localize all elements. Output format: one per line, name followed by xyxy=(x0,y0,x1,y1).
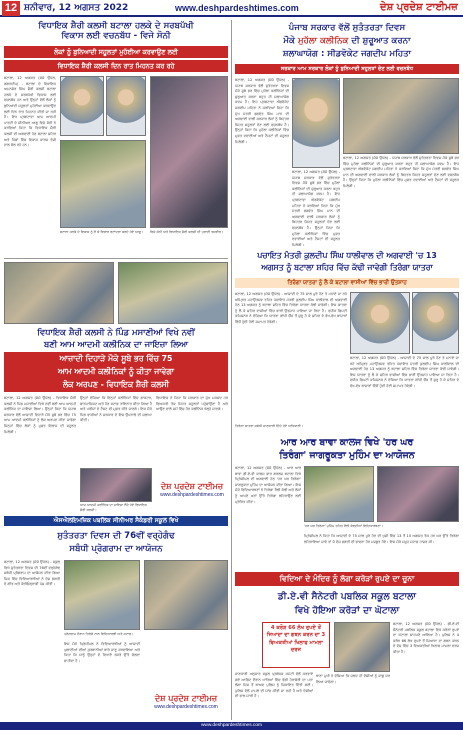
story2-body-cont-2: ਬਟਾਲਾ, 12 ਅਗਸਤ (ਸੰਜੇ ਉਪੱਲ) - ਪੰਜਾਬ ਸਰਕਾਰ ਵੱਲੋਂ ਸੁਤੰਤਰਤਾ ਦਿਵਸ ਮੌਕੇ ਸੂਬੇ ਭਰ ਵਿੱਚ ਮੁਹੱਲਾ ਕਲੀਨਿਕਾਂ ਦੀ ਸ਼ੁਰੂਆਤ ਕਰਨਾ ਬਹੁਤ ਹੀ ਸ਼ਲਾਘਾਯੋਗ ਕਦਮ ਹੈ। ਇਹ ਪ੍ਰਗਟਾਵਾ ਐਡਵੋਕੇਟ ਜਗਦੀਪ ਮਹਿਤਾ ਨੇ ਕਰਦਿਆਂ ਕਿਹਾ ਕਿ ਮੁੱਖ ਮੰਤਰੀ ਭਗਵੰਤ ਸਿੰਘ ਮਾਨ ਦੀ ਅਗਵਾਈ ਵਾਲੀ ਸਰਕਾਰ ਲੋਕਾਂ ਨੂੰ ਬਿਹਤਰ ਸਿਹਤ ਸਹੂਲਤਾਂ ਦੇਣ ਲਈ ਵਚਨਬੱਧ ਹੈ। ਉਨ੍ਹਾਂ ਕਿਹਾ ਕਿ ਮੁਹੱਲਾ ਕਲੀਨਿਕਾਂ ਵਿੱਚ ਮੁਫ਼ਤ ਦਵਾਈਆਂ ਅਤੇ ਟੈਸਟਾਂ ਦੀ ਸਹੂਲਤ ਮਿਲੇਗੀ। xyxy=(343,156,459,188)
logo-url[interactable]: www.deshpardeshtimes.com xyxy=(160,492,224,498)
story6-headline: ਆਜ਼ਾਦੀ ਦਿਹਾੜੇ ਮੌਕੇ ਸੂਬੇ ਭਰ ਵਿੱਚ 75 ਆਮ ਆਦਮੀ ਕਲੀਨਿਕਾਂ ਨੂੰ ਕੀਤਾ ਜਾਵੇਗਾ ਲੋਕ ਅਰਪਣ - ਵਿਧਾਇਕ ਸ਼ੈਰੀ ਕਲਸੀ xyxy=(4,352,228,392)
website-link[interactable]: www.deshpardeshtimes.com xyxy=(175,3,299,13)
story7-photo-1 xyxy=(304,466,374,522)
story8-caption: ਪ੍ਰੋਗਰਾਮ ਦੌਰਾਨ ਤਿਰੰਗੇ ਨਾਲ ਵਿਦਿਆਰਥੀ ਅਤੇ ਸਟਾਫ਼। xyxy=(64,632,134,636)
story4-body-cont: ਬਟਾਲਾ, 12 ਅਗਸਤ (ਸੰਜੇ ਉਪੱਲ) - ਆਜ਼ਾਦੀ ਦੇ 75 ਸਾਲ ਪੂਰੇ ਹੋਣ ਤੇ ਮਨਾਏ ਜਾ ਰਹੇ ਅੰਮ੍ਰਿਤ ਮਹਾਉਤਸਵ ਤਹਿਤ ਪੰਚਾਇਤ ਮੰਤਰੀ ਕੁਲਦੀਪ ਸਿੰਘ ਧਾਲੀਵਾਲ ਦੀ ਅਗਵਾਈ ਹੇਠ 13 ਅਗਸਤ ਨੂੰ ਬਟਾਲਾ ਸ਼ਹਿਰ ਵਿੱਚ ਤਿਰੰਗਾ ਯਾਤਰਾ ਕੱਢੀ ਜਾਵੇਗੀ। ਇਸ ਯਾਤਰਾ ਨੂੰ ਲੈ ਕੇ ਸ਼ਹਿਰ ਵਾਸੀਆਂ ਵਿੱਚ ਭਾਰੀ ਉਤਸ਼ਾਹ ਪਾਇਆ ਜਾ ਰਿਹਾ ਹੈ। ਵਧੀਕ ਡਿਪਟੀ ਕਮਿਸ਼ਨਰ ਨੇ ਦੱਸਿਆ ਕਿ ਯਾਤਰਾ ਗਾਂਧੀ ਚੌਂਕ ਤੋਂ ਸ਼ੁਰੂ ਹੋ ਕੇ ਸ਼ਹਿਰ ਦੇ ਵੱਖ-ਵੱਖ ਬਾਜ਼ਾਰਾਂ ਵਿੱਚੋਂ ਹੁੰਦੀ ਹੋਈ ਸਮਾਪਤ ਹੋਵੇਗੀ। xyxy=(350,356,459,388)
story1-caption-2: ਵਿਜੇ ਸੋਨੀ ਅਤੇ ਵਿਧਾਇਕ ਸ਼ੈਰੀ ਕਲਸੀ ਦੀ ਪੁਰਾਣੀ ਤਸਵੀਰ। xyxy=(150,230,224,234)
story6-photo xyxy=(80,468,152,502)
story7-photo-2 xyxy=(377,466,459,522)
story2-body-cont: ਬਟਾਲਾ, 12 ਅਗਸਤ (ਸੰਜੇ ਉਪੱਲ) - ਪੰਜਾਬ ਸਰਕਾਰ ਵੱਲੋਂ ਸੁਤੰਤਰਤਾ ਦਿਵਸ ਮੌਕੇ ਸੂਬੇ ਭਰ ਵਿੱਚ ਮੁਹੱਲਾ ਕਲੀਨਿਕਾਂ ਦੀ ਸ਼ੁਰੂਆਤ ਕਰਨਾ ਬਹੁਤ ਹੀ ਸ਼ਲਾਘਾਯੋਗ ਕਦਮ ਹੈ। ਇਹ ਪ੍ਰਗਟਾਵਾ ਐਡਵੋਕੇਟ ਜਗਦੀਪ ਮਹਿਤਾ ਨੇ ਕਰਦਿਆਂ ਕਿਹਾ ਕਿ ਮੁੱਖ ਮੰਤਰੀ ਭਗਵੰਤ ਸਿੰਘ ਮਾਨ ਦੀ ਅਗਵਾਈ ਵਾਲੀ ਸਰਕਾਰ ਲੋਕਾਂ ਨੂੰ ਬਿਹਤਰ ਸਿਹਤ ਸਹੂਲਤਾਂ ਦੇਣ ਲਈ ਵਚਨਬੱਧ ਹੈ। ਉਨ੍ਹਾਂ ਕਿਹਾ ਕਿ ਮੁਹੱਲਾ ਕਲੀਨਿਕਾਂ ਵਿੱਚ ਮੁਫ਼ਤ ਦਵਾਈਆਂ ਅਤੇ ਟੈਸਟਾਂ ਦੀ ਸਹੂਲਤ ਮਿਲੇਗੀ। xyxy=(292,170,340,246)
story1-photo-2 xyxy=(106,76,146,136)
newspaper-brand: ਦੇਸ਼ ਪ੍ਰਦੇਸ਼ ਟਾਈਮਜ਼ xyxy=(380,2,458,13)
story6-body-3: ਵਿਧਾਇਕ ਨੇ ਕਿਹਾ ਕਿ ਸਰਕਾਰ ਦਾ ਮੁੱਖ ਮਕਸਦ ਹਰ ਵਿਅਕਤੀ ਤੱਕ ਸਿਹਤ ਸਹੂਲਤਾਂ ਪਹੁੰਚਾਉਣਾ ਹੈ ਅਤੇ ਆਉਣ ਵਾਲੇ ਸਮੇਂ ਵਿੱਚ ਹੋਰ ਕਲੀਨਿਕ ਖੋਲ੍ਹੇ ਜਾਣਗੇ। xyxy=(156,396,228,412)
story2-photo xyxy=(292,78,340,168)
story1-subheadline-1: ਲੋਕਾਂ ਨੂੰ ਬੁਨਿਆਦੀ ਸਹੂਲਤਾਂ ਮੁਹੱਈਆ ਕਰਵਾਉਣ ਲਈ xyxy=(4,46,228,58)
story3-headline: ਪਚਾਇਤ ਮੰਤਰੀ ਕੁਲਦੀਪ ਸਿੰਘ ਧਾਲੀਵਾਲ ਦੀ ਅਗਵਾਈ 'ਚ 13 ਅਗਸਤ ਨੂੰ ਬਟਾਲਾ ਸ਼ਹਿਰ ਵਿੱਚ ਕੱਢੀ ਜਾਵੇਗੀ ਤਿਰੰਗਾ ਯਾਤਰਾ xyxy=(257,251,437,272)
story2-photo-2 xyxy=(343,78,459,154)
story4-headline: ਤਿਰੰਗਾ ਯਾਤਰਾ ਨੂੰ ਲੈ ਕੇ ਬਟਾਲਾ ਵਾਸੀਆਂ ਵਿੱਚ ਭਾਰੀ ਉਤਸ਼ਾਹ xyxy=(235,278,459,288)
story8-body-2: ਇਸ ਮੌਕੇ ਪ੍ਰਿੰਸੀਪਲ ਨੇ ਵਿਦਿਆਰਥੀਆਂ ਨੂੰ ਆਜ਼ਾਦੀ ਘੁਲਾਟੀਆਂ ਦੀਆਂ ਕੁਰਬਾਨੀਆਂ ਬਾਰੇ ਜਾਣੂ ਕਰਵਾਇਆ ਅਤੇ ਕਿਹਾ ਕਿ ਸਾਨੂੰ ਉਨ੍ਹਾਂ ਦੇ ਦਿਖਾਏ ਰਸਤੇ ਉੱਤੇ ਚੱਲਣਾ ਚਾਹੀਦਾ ਹੈ। xyxy=(64,642,140,663)
story4-photo-1 xyxy=(350,292,410,354)
story9-headline: ਡੀ.ਏ.ਵੀ ਸੈਨੇਟਰੀ ਪਬਲਿਕ ਸਕੂਲ ਬਟਾਲਾ ਵਿਖੇ ਹੋਇਆ ਕਰੋੜਾਂ ਦਾ ਘੋਟਾਲਾ xyxy=(277,591,417,616)
story8-body-1: ਬਟਾਲਾ, 12 ਅਗਸਤ (ਸੰਜੇ ਉਪੱਲ) - ਸਕੂਲ ਵਿਖੇ ਸੁਤੰਤਰਤਾ ਦਿਵਸ ਦੀ 76ਵੀਂ ਵਰ੍ਹੇਗੰਢ ਸਬੰਧੀ ਪ੍ਰੋਗਰਾਮ ਦਾ ਆਯੋਜਨ ਕੀਤਾ ਗਿਆ ਜਿਸ ਵਿੱਚ ਵਿਦਿਆਰਥੀਆਂ ਨੇ ਦੇਸ਼ ਭਗਤੀ ਦੇ ਗੀਤ ਅਤੇ ਕੋਰੀਓਗ੍ਰਾਫੀ ਪੇਸ਼ ਕੀਤੀ। xyxy=(4,560,60,587)
story2-highlight: ਮੁਹੱਲਾ ਕਲੀਨਿਕ xyxy=(297,36,349,46)
story8-headline: ਸੁਤੰਤਰਤਾ ਦਿਵਸ ਦੀ 76ਵੀਂ ਵਰ੍ਹੇਗੰਢ ਸਬੰਧੀ ਪ੍ਰੋਗਰਾਮ ਦਾ ਆਯੋਜਨ xyxy=(57,531,175,554)
story7-caption: 'ਹਰ ਘਰ ਤਿਰੰਗਾ' ਮੁਹਿੰਮ ਤਹਿਤ ਰੈਲੀ ਕੱਢਦੀਆਂ ਵਿਦਿਆਰਥਣਾਂ। xyxy=(304,524,383,528)
story9-body-2: ਜਾਣਕਾਰੀ ਅਨੁਸਾਰ ਸਕੂਲ ਪ੍ਰਬੰਧਕ ਕਮੇਟੀ ਵੱਲੋਂ ਕਰਵਾਏ ਗਏ ਆਡਿਟ ਦੌਰਾਨ ਖਾਤਿਆਂ ਵਿੱਚ ਵੱਡੀ ਹੇਰਾਫੇਰੀ ਦਾ ਪਤਾ ਲੱਗਾ ਜਿਸ ਤੋਂ ਬਾਅਦ ਪੁਲਿਸ ਨੂੰ ਸ਼ਿਕਾਇਤ ਦਿੱਤੀ ਗਈ। ਪੁਲਿਸ ਵੱਲੋਂ ਮਾਮਲੇ ਦੀ ਜਾਂਚ ਕੀਤੀ ਜਾ ਰਹੀ ਹੈ ਅਤੇ ਦੋਸ਼ੀਆਂ ਦੀ ਭਾਲ ਜਾਰੀ ਹੈ। xyxy=(235,672,313,699)
newspaper-logo xyxy=(156,468,228,512)
story6-caption: ਆਮ ਆਦਮੀ ਕਲੀਨਿਕ ਦਾ ਜਾਇਜ਼ਾ ਲੈਂਦੇ ਹੋਏ ਵਿਧਾਇਕ ਸ਼ੈਰੀ ਕਲਸੀ। xyxy=(80,503,147,512)
newspaper-logo xyxy=(144,690,228,720)
story2-body: ਬਟਾਲਾ, 12 ਅਗਸਤ (ਸੰਜੇ ਉਪੱਲ) - ਪੰਜਾਬ ਸਰਕਾਰ ਵੱਲੋਂ ਸੁਤੰਤਰਤਾ ਦਿਵਸ ਮੌਕੇ ਸੂਬੇ ਭਰ ਵਿੱਚ ਮੁਹੱਲਾ ਕਲੀਨਿਕਾਂ ਦੀ ਸ਼ੁਰੂਆਤ ਕਰਨਾ ਬਹੁਤ ਹੀ ਸ਼ਲਾਘਾਯੋਗ ਕਦਮ ਹੈ। ਇਹ ਪ੍ਰਗਟਾਵਾ ਐਡਵੋਕੇਟ ਜਗਦੀਪ ਮਹਿਤਾ ਨੇ ਕਰਦਿਆਂ ਕਿਹਾ ਕਿ ਮੁੱਖ ਮੰਤਰੀ ਭਗਵੰਤ ਸਿੰਘ ਮਾਨ ਦੀ ਅਗਵਾਈ ਵਾਲੀ ਸਰਕਾਰ ਲੋਕਾਂ ਨੂੰ ਬਿਹਤਰ ਸਿਹਤ ਸਹੂਲਤਾਂ ਦੇਣ ਲਈ ਵਚਨਬੱਧ ਹੈ। ਉਨ੍ਹਾਂ ਕਿਹਾ ਕਿ ਮੁਹੱਲਾ ਕਲੀਨਿਕਾਂ ਵਿੱਚ ਮੁਫ਼ਤ ਦਵਾਈਆਂ ਅਤੇ ਟੈਸਟਾਂ ਦੀ ਸਹੂਲਤ ਮਿਲੇਗੀ। xyxy=(235,78,289,144)
story2-headline: ਪੰਜਾਬ ਸਰਕਾਰ ਵੱਲੋਂ ਸੁਤੰਤਰਤਾ ਦਿਵਸ ਮੌਕੇ ਮੁਹੱਲਾ ਕਲੀਨਿਕ ਦੀ ਸ਼ੁਰੂਆਤ ਕਰਨਾ ਸ਼ਲਾਘਾਯੋਗ : ਸੀਡਵੋਕੇਟ ਜਗਦੀਪ ਮਹਿਤਾ xyxy=(282,23,412,59)
story6-body-2: ਉਨ੍ਹਾਂ ਦੱਸਿਆ ਕਿ ਇਨ੍ਹਾਂ ਕਲੀਨਿਕਾਂ ਵਿੱਚ ਡਾਕਟਰ, ਫਾਰਮਾਸਿਸਟ ਅਤੇ ਹੋਰ ਸਟਾਫ਼ ਤਾਇਨਾਤ ਕੀਤਾ ਗਿਆ ਹੈ ਅਤੇ ਮਰੀਜ਼ਾਂ ਦੇ ਟੈਸਟ ਵੀ ਮੁਫ਼ਤ ਕੀਤੇ ਜਾਣਗੇ। ਇਸ ਮੌਕੇ ਪਿੰਡ ਵਾਸੀਆਂ ਨੇ ਸਰਕਾਰ ਦੇ ਇਸ ਉਪਰਾਲੇ ਦੀ ਸ਼ਲਾਘਾ ਕੀਤੀ। xyxy=(80,396,152,423)
story4-photo-2 xyxy=(412,292,459,354)
story1-photo-4 xyxy=(150,76,228,228)
divider xyxy=(4,258,228,259)
story9-callout: 4 ਕਰੋੜ 66 ਲੱਖ ਰੁਪਏ ਤੋਂ ਜਿਆਦਾ ਦਾ ਗਬਨ ਕਰਨ ਦਾ 3 ਵਿਅਕਤੀਆਂ ਖਿਲਾਫ ਮਾਮਲਾ ਦਰਜ xyxy=(262,622,330,668)
story7-headline: ਆਰ ਆਰ ਬਾਵਾ ਕਾਲਜ ਵਿਖੇ 'ਹਰ ਘਰ ਤਿਰੰਗਾ' ਜਾਗਰੂਕਤਾ ਮੁਹਿੰਮ ਦਾ ਆਯੋਜਨ xyxy=(279,437,415,461)
issue-date: ਸ਼ਨੀਵਾਰ, 12 ਅਗਸਤ 2022 xyxy=(24,3,129,13)
story9-banner: ਵਿਦਿਆ ਦੇ ਮੰਦਿਰ ਨੂੰ ਲੱਗਾ ਕਰੋੜਾਂ ਰੁਪਏ ਦਾ ਚੂਨਾ xyxy=(235,572,459,586)
story5-photo-1 xyxy=(4,262,114,324)
story5-headline: ਵਿਧਾਇਕ ਸ਼ੈਰੀ ਕਲਸੀ ਨੇ ਪਿੰਡ ਮਸਾਣੀਆਂ ਵਿਖੇ ਨਵੀਂ ਬਣੀ ਆਮ ਆਦਮੀ ਕਲੀਨਿਕ ਦਾ ਜਾਇਜ਼ਾ ਲਿਆ xyxy=(37,327,195,349)
story4-caption: ਤਿਰੰਗਾ ਯਾਤਰਾ ਸਬੰਧੀ ਜਾਣਕਾਰੀ ਦਿੰਦੇ ਹੋਏ ਅਧਿਕਾਰੀ। xyxy=(235,424,303,428)
story5-photo-2 xyxy=(118,262,228,324)
logo-brand: ਦੇਸ਼ ਪ੍ਰਦੇਸ਼ ਟਾਈਮਜ਼ xyxy=(160,482,224,491)
story1-body: ਬਟਾਲਾ, 12 ਅਗਸਤ (ਸੰਜੇ ਉਪੱਲ, ਗਗਨਦੀਪ) - ਬਟਾਲਾ ਦੇ ਵਿਧਾਇਕ ਅਮਨਸ਼ੇਰ ਸਿੰਘ ਸ਼ੈਰੀ ਕਲਸੀ ਬਟਾਲਾ ਹਲਕੇ ਦੇ ਸਰਬਪੱਖੀ ਵਿਕਾਸ ਲਈ ਵਚਨਬੱਧ ਹਨ ਅਤੇ ਉਨ੍ਹਾਂ ਵੱਲੋਂ ਲੋਕਾਂ ਨੂੰ ਬੁਨਿਆਦੀ ਸਹੂਲਤਾਂ ਮੁਹੱਈਆ ਕਰਵਾਉਣ ਲਈ ਦਿਨ ਰਾਤ ਮਿਹਨਤ ਕੀਤੀ ਜਾ ਰਹੀ ਹੈ। ਇਹ ਪ੍ਰਗਟਾਵਾ ਆਮ ਆਦਮੀ ਪਾਰਟੀ ਦੇ ਸੀਨੀਅਰ ਆਗੂ ਵਿਜੇ ਸੋਨੀ ਨੇ ਕਰਦਿਆਂ ਕਿਹਾ ਕਿ ਵਿਧਾਇਕ ਸ਼ੈਰੀ ਕਲਸੀ ਦੀ ਅਗਵਾਈ ਹੇਠ ਬਟਾਲਾ ਸ਼ਹਿਰ ਅਤੇ ਪਿੰਡਾਂ ਵਿੱਚ ਵਿਕਾਸ ਕਾਰਜ ਤੇਜ਼ੀ ਨਾਲ ਚੱਲ ਰਹੇ ਹਨ। xyxy=(4,76,56,148)
logo-brand: ਦੇਸ਼ ਪ੍ਰਦੇਸ਼ ਟਾਈਮਜ਼ xyxy=(154,694,218,703)
story1-headline: ਵਿਧਾਇਕ ਸ਼ੈਰੀ ਕਲਸੀ ਬਟਾਲਾ ਹਲਕੇ ਦੇ ਸਰਬਪੱਖੀ ਵਿਕਾਸ ਲਈ ਵਚਨਬੱਧ - ਵਿਜੇ ਸੋਨੀ xyxy=(38,21,194,41)
page-number: 12 xyxy=(2,1,20,16)
story8-photo-1 xyxy=(64,560,140,630)
story4-body: ਬਟਾਲਾ, 12 ਅਗਸਤ (ਸੰਜੇ ਉਪੱਲ) - ਆਜ਼ਾਦੀ ਦੇ 75 ਸਾਲ ਪੂਰੇ ਹੋਣ ਤੇ ਮਨਾਏ ਜਾ ਰਹੇ ਅੰਮ੍ਰਿਤ ਮਹਾਉਤਸਵ ਤਹਿਤ ਪੰਚਾਇਤ ਮੰਤਰੀ ਕੁਲਦੀਪ ਸਿੰਘ ਧਾਲੀਵਾਲ ਦੀ ਅਗਵਾਈ ਹੇਠ 13 ਅਗਸਤ ਨੂੰ ਬਟਾਲਾ ਸ਼ਹਿਰ ਵਿੱਚ ਤਿਰੰਗਾ ਯਾਤਰਾ ਕੱਢੀ ਜਾਵੇਗੀ। ਇਸ ਯਾਤਰਾ ਨੂੰ ਲੈ ਕੇ ਸ਼ਹਿਰ ਵਾਸੀਆਂ ਵਿੱਚ ਭਾਰੀ ਉਤਸ਼ਾਹ ਪਾਇਆ ਜਾ ਰਿਹਾ ਹੈ। ਵਧੀਕ ਡਿਪਟੀ ਕਮਿਸ਼ਨਰ ਨੇ ਦੱਸਿਆ ਕਿ ਯਾਤਰਾ ਗਾਂਧੀ ਚੌਂਕ ਤੋਂ ਸ਼ੁਰੂ ਹੋ ਕੇ ਸ਼ਹਿਰ ਦੇ ਵੱਖ-ਵੱਖ ਬਾਜ਼ਾਰਾਂ ਵਿੱਚੋਂ ਹੁੰਦੀ ਹੋਈ ਸਮਾਪਤ ਹੋਵੇਗੀ। xyxy=(235,292,347,324)
story9-body-3: ਥਾਣਾ ਮੁਖੀ ਨੇ ਦੱਸਿਆ ਕਿ ਜਲਦ ਹੀ ਦੋਸ਼ੀਆਂ ਨੂੰ ਕਾਬੂ ਕਰ ਲਿਆ ਜਾਵੇਗਾ। xyxy=(316,674,390,684)
story1-photo-1 xyxy=(60,76,104,136)
story6-body-1: ਬਟਾਲਾ, 12 ਅਗਸਤ (ਸੰਜੇ ਉਪੱਲ) - ਵਿਧਾਇਕ ਸ਼ੈਰੀ ਕਲਸੀ ਨੇ ਪਿੰਡ ਮਸਾਣੀਆਂ ਵਿਖੇ ਨਵੀਂ ਬਣੀ ਆਮ ਆਦਮੀ ਕਲੀਨਿਕ ਦਾ ਜਾਇਜ਼ਾ ਲਿਆ। ਉਨ੍ਹਾਂ ਕਿਹਾ ਕਿ ਪੰਜਾਬ ਸਰਕਾਰ ਵੱਲੋਂ ਆਜ਼ਾਦੀ ਦਿਹਾੜੇ ਮੌਕੇ ਸੂਬੇ ਭਰ ਵਿੱਚ 75 ਆਮ ਆਦਮੀ ਕਲੀਨਿਕਾਂ ਨੂੰ ਲੋਕ ਅਰਪਣ ਕੀਤਾ ਜਾਵੇਗਾ ਜਿਨ੍ਹਾਂ ਵਿੱਚ ਲੋਕਾਂ ਨੂੰ ਮੁਫ਼ਤ ਇਲਾਜ ਦੀ ਸਹੂਲਤ ਮਿਲੇਗੀ। xyxy=(4,396,76,434)
story8-banner: ਐਸਐਲਇਮਜ਼ਿਕ ਪਬਲਿਕ ਸੀਨੀਅਰ ਸੈਕੰਡਰੀ ਸਕੂਲ ਵਿਖੇ xyxy=(4,516,228,526)
story9-body-1: ਬਟਾਲਾ, 12 ਅਗਸਤ (ਸੰਜੇ ਉਪੱਲ) - ਡੀ.ਏ.ਵੀ ਸੈਨੇਟਰੀ ਪਬਲਿਕ ਸਕੂਲ ਬਟਾਲਾ ਵਿਖੇ ਕਰੋੜਾਂ ਰੁਪਏ ਦਾ ਘੋਟਾਲਾ ਸਾਹਮਣੇ ਆਇਆ ਹੈ। ਪੁਲਿਸ ਨੇ 4 ਕਰੋੜ 66 ਲੱਖ ਰੁਪਏ ਤੋਂ ਜ਼ਿਆਦਾ ਦਾ ਗਬਨ ਕਰਨ ਦੇ ਦੋਸ਼ ਵਿੱਚ 3 ਵਿਅਕਤੀਆਂ ਖਿਲਾਫ ਮਾਮਲਾ ਦਰਜ ਕੀਤਾ ਹੈ। xyxy=(393,622,459,654)
story1-subheadline-2: ਵਿਧਾਇਕ ਸ਼ੈਰੀ ਕਲਸੀ ਦਿਨ ਰਾਤ ਮਿਹਨਤ ਕਰ ਰਹੇ xyxy=(4,60,228,72)
logo-url[interactable]: www.deshpardeshtimes.com xyxy=(154,704,218,710)
story9-photo xyxy=(334,622,390,672)
story7-body-1: ਬਟਾਲਾ, 12 ਅਗਸਤ (ਸੰਜੇ ਉਪੱਲ) - ਆਰ ਆਰ ਬਾਵਾ ਡੀ.ਏ.ਵੀ ਕਾਲਜ ਫਾਰ ਗਰਲਜ਼ ਬਟਾਲਾ ਵਿਖੇ ਪ੍ਰਿੰਸੀਪਲ ਦੀ ਅਗਵਾਈ ਹੇਠ 'ਹਰ ਘਰ ਤਿਰੰਗਾ' ਜਾਗਰੂਕਤਾ ਮੁਹਿੰਮ ਦਾ ਆਯੋਜਨ ਕੀਤਾ ਗਿਆ। ਇਸ ਮੌਕੇ ਵਿਦਿਆਰਥਣਾਂ ਨੇ ਤਿਰੰਗਾ ਰੈਲੀ ਕੱਢੀ ਅਤੇ ਲੋਕਾਂ ਨੂੰ ਆਪਣੇ ਘਰਾਂ ਉੱਤੇ ਤਿਰੰਗਾ ਲਹਿਰਾਉਣ ਲਈ ਪ੍ਰੇਰਿਤ ਕੀਤਾ। xyxy=(235,466,301,504)
story1-photo-3 xyxy=(60,140,146,228)
story2-subheadline: ਸਰਕਾਰ ਆਮ ਸਰਕਾਰ ਲੋਕਾਂ ਨੂੰ ਬੁਨਿਆਦੀ ਸਹੂਲਤਾਂ ਦੇਣ ਲਈ ਵਚਨਬੱਧ xyxy=(235,64,459,74)
story1-caption: ਬਟਾਲਾ ਹਲਕੇ ਦੇ ਵਿਕਾਸ ਨੂੰ ਲੈ ਕੇ ਵਿਚਾਰ ਵਟਾਂਦਰਾ ਕਰਦੇ ਹੋਏ ਆਗੂ। xyxy=(60,230,144,234)
column-divider xyxy=(231,20,232,720)
story8-photo-2 xyxy=(144,560,228,630)
story7-body-2: ਪ੍ਰਿੰਸੀਪਲ ਨੇ ਕਿਹਾ ਕਿ ਆਜ਼ਾਦੀ ਦੇ 75 ਸਾਲ ਪੂਰੇ ਹੋਣ ਦੀ ਖੁਸ਼ੀ ਵਿੱਚ 13 ਤੋਂ 15 ਅਗਸਤ ਤੱਕ ਹਰ ਘਰ ਉੱਤੇ ਤਿਰੰਗਾ ਲਹਿਰਾਇਆ ਜਾਵੇ ਤਾਂ ਜੋ ਦੇਸ਼ ਭਗਤੀ ਦੀ ਭਾਵਨਾ ਹੋਰ ਮਜ਼ਬੂਤ ਹੋਵੇ। ਇਸ ਮੌਕੇ ਸਮੂਹ ਸਟਾਫ਼ ਹਾਜ਼ਰ ਸੀ। xyxy=(304,534,459,544)
masthead xyxy=(0,0,463,17)
footer-url[interactable]: www.deshpardeshtimes.com xyxy=(0,722,463,730)
